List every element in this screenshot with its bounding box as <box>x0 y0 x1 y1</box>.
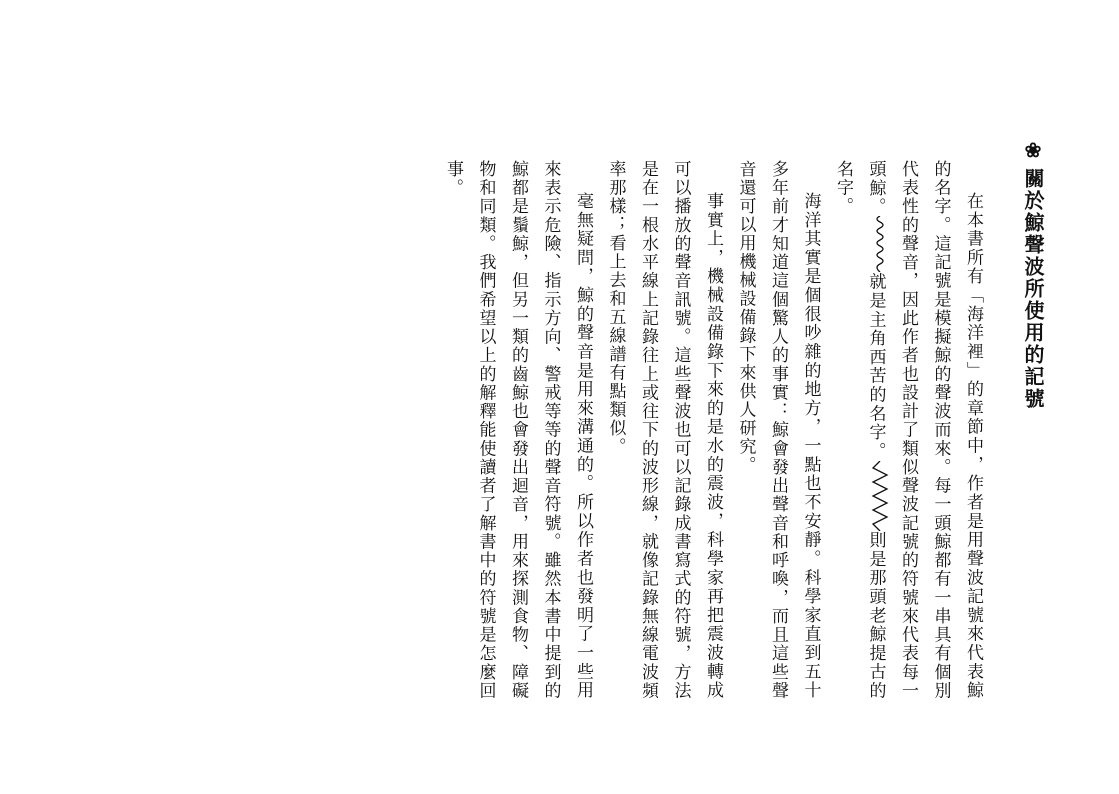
paragraph-1-text-c: 則是那頭老鯨提古的名字。 <box>833 160 886 701</box>
long-wave-icon <box>871 216 889 272</box>
flower-ornament-icon: ❀ <box>1021 138 1045 164</box>
paragraph-2-text: 海洋其實是個很吵雜的地方，一點也不安靜。科學家直到五十多年前才知道這個驚人的事實：鯨會發出聲音和呼喚，而且這些聲音還可以用機械設備錄下來供人研究。 <box>735 160 821 700</box>
paragraph-1 <box>827 160 990 700</box>
paragraph-1-text-a: 在本書所有「海洋裡」的章節中，作者是用聲波記號來代表鯨的名字。這記號是模擬鯨的聲波而來。每一頭鯨都有一串具有個別代表性的聲音，因此作者也設計了類似聲波記號的符號來代表每一頭鯨。 <box>865 160 983 700</box>
paragraph-4-text: 毫無疑問，鯨的聲音是用來溝通的。所以作者也發明了一些用來表示危險、指示方向、警戒等等的聲音符號。雖然本書中提到的鯨都是鬚鯨，但另一類的齒鯨也會發出迴音，用來探測食物、障礙物和同類。我們希望以上的解釋能使讀者了解書中的符號是怎麼回事。 <box>443 160 593 700</box>
body-text <box>437 160 990 700</box>
section-title-text: 關於鯨聲波所使用的記號 <box>1021 168 1045 410</box>
paragraph-4 <box>437 160 600 700</box>
paragraph-1-text-b: 就是主角西苦的名字。 <box>865 272 886 461</box>
paragraph-3 <box>599 160 729 700</box>
section-title <box>1019 138 1047 410</box>
short-wave-icon <box>870 461 890 531</box>
paragraph-3-text: 事實上，機械設備錄下來的是水的震波，科學家再把震波轉成可以播放的聲音訊號。這些聲波也可以記錄成書寫式的符號，方法是在一根水平線上記錄往上或往下的波形線，就像記錄無線電波頻率那樣；看上去和五線譜有點類似。 <box>605 160 723 700</box>
paragraph-2 <box>729 160 827 700</box>
